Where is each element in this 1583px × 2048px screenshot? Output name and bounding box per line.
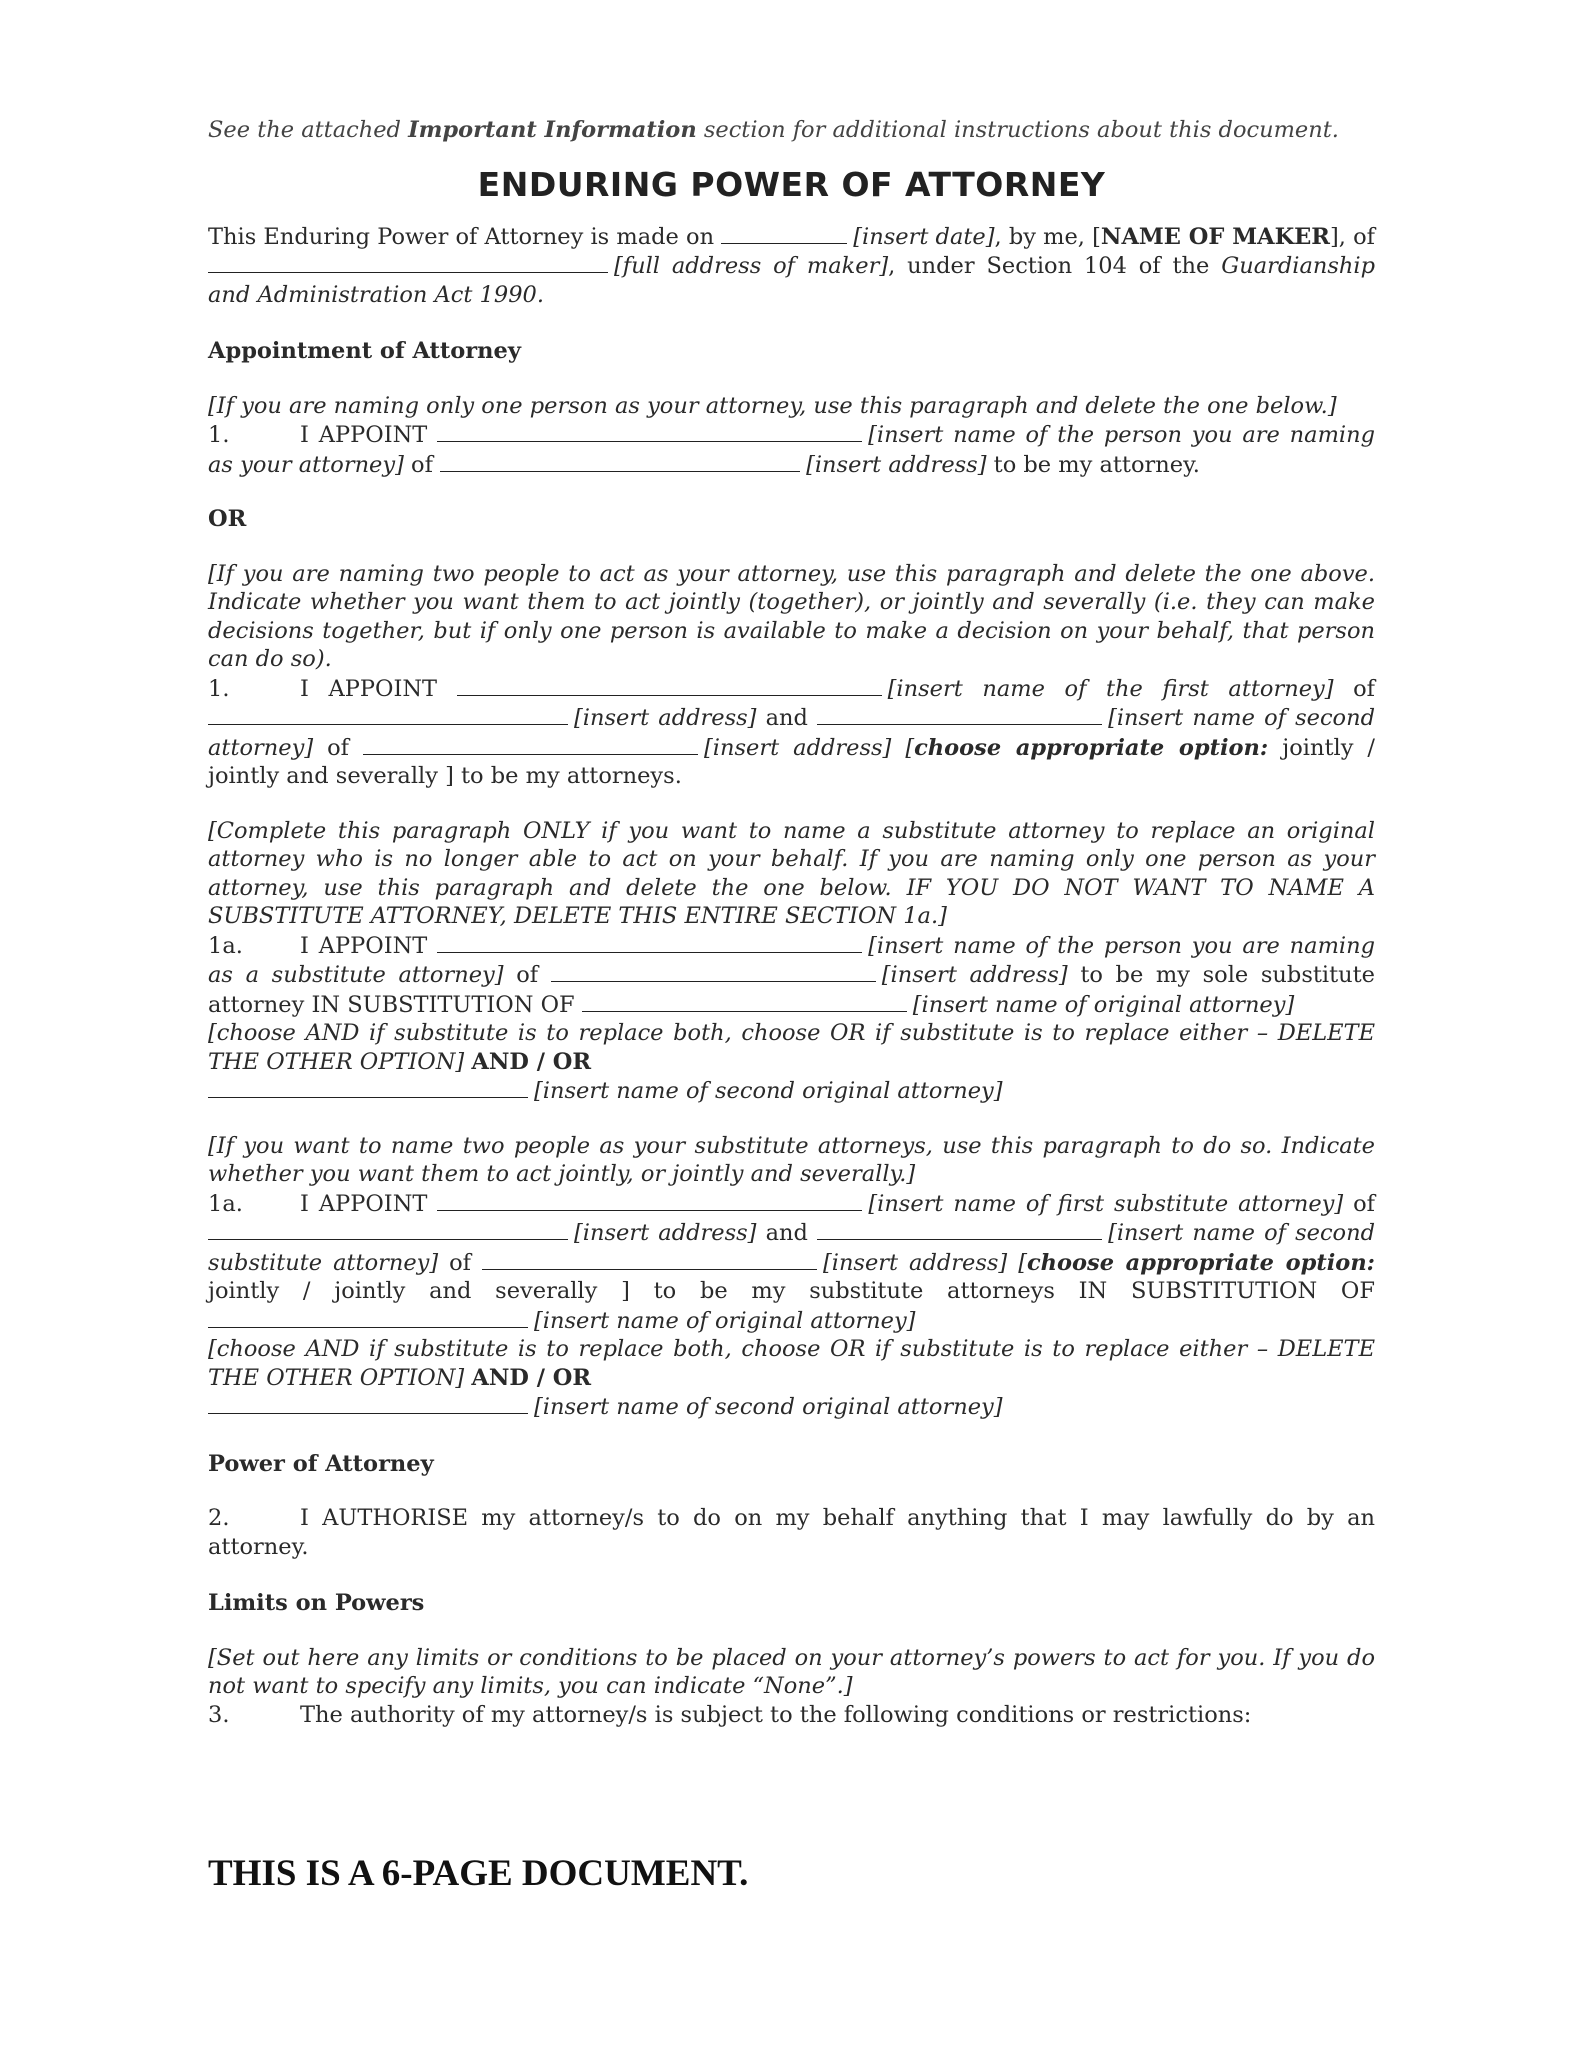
limits-note: [Set out here any limits or conditions to be placed on your attorney’s powers to act for you. If you do not want to specify any limits, you can indicate “None”.] [208,1644,1375,1699]
single-attorney-note: [If you are naming only one person as your attorney, use this paragraph and delete the one below.] [208,392,1337,419]
original-attorney-blank-2[interactable] [208,1306,528,1328]
clause-1a-single: 1a. I APPOINT [insert name of the person you are naming as a substitute attorney] of [insert address] to be my sole substitute attorney IN SUBSTITUTION OF [insert name of original attorney] [208,932,1376,1018]
first-substitute-address-blank[interactable] [208,1218,568,1240]
section-heading-appointment: Appointment of Attorney [208,338,521,364]
second-substitute-address-blank[interactable] [482,1248,817,1270]
substitute-note: [Complete this paragraph ONLY if you want to name a substitute attorney to replace an original attorney who is no longer able to act on your behalf. If you are naming only one person as your attorney, use this paragraph and delete the one below. IF YOU DO NOT WANT TO NAME A SUBSTITUTE ATTORNEY, DELETE THIS ENTIRE SECTION 1a.] [208,817,1375,929]
section-heading-power: Power of Attorney [208,1450,434,1477]
substitute-address-blank[interactable] [551,960,876,982]
date-blank[interactable] [721,222,847,244]
intro-paragraph: This Enduring Power of Attorney is made on [insert date], by me, [NAME OF MAKER], of [full address of maker], under Section 104 of the Guardianship and Administration Act 1990. [208,223,1376,308]
clause-1-single: 1. I APPOINT [insert name of the person you are naming as your attorney] of [insert address] to be my attorney. [208,422,1376,478]
second-original-line: [insert name of second original attorney] [208,1076,1375,1106]
attorney-name-blank[interactable] [437,420,862,442]
section-heading-limits: Limits on Powers [208,1590,425,1616]
top-note: See the attached Important Information section for additional instructions about this document. [208,117,1339,143]
second-attorney-name-blank[interactable] [817,703,1102,725]
maker-address-blank[interactable] [208,251,608,273]
two-substitutes-note: [If you want to name two people as your substitute attorneys, use this paragraph to do so. Indicate whether you want them to act jointly, or jointly and severally.] [208,1132,1375,1187]
first-attorney-name-blank[interactable] [457,674,882,696]
substitute-name-blank[interactable] [437,931,862,953]
substitute-choose-note: [choose AND if substitute is to replace both, choose OR if substitute is to replace either – DELETE THE OTHER OPTION] AND / OR [208,1020,1375,1075]
second-attorney-address-blank[interactable] [363,733,698,755]
document-body [208,116,1375,1729]
attorney-address-blank[interactable] [440,450,800,472]
clause-1a-double: 1a. I APPOINT [insert name of first substitute attorney] of [insert address] and [insert name of second substitute attorney] of [insert address] [choose appropriate option: jointly / jointly and severally ] to be my substitute attorneys IN SUBSTITUTION OF [insert name of original attorney] [208,1190,1376,1334]
page-count-notice: THIS IS A 6-PAGE DOCUMENT. [208,1853,749,1894]
document-title: ENDURING POWER OF ATTORNEY [477,164,1106,204]
second-original-attorney-blank[interactable] [208,1076,528,1098]
substitute-two-choose-note: [choose AND if substitute is to replace both, choose OR if substitute is to replace either – DELETE THE OTHER OPTION] AND / OR [208,1336,1375,1391]
clause-2: 2. I AUTHORISE my attorney/s to do on my behalf anything that I may lawfully do by an attorney. [208,1505,1375,1560]
first-substitute-name-blank[interactable] [437,1189,862,1211]
top-note-emphasis: Important Information [408,117,697,143]
second-original-line-2: [insert name of second original attorney] [208,1392,1375,1422]
two-attorneys-note: [If you are naming two people to act as your attorney, use this paragraph and delete the one above. Indicate whether you want them to act jointly (together), or jointly and severally (i.e. they can make decisions together, but if only one person is available to make a decision on your behalf, that person can do so). [208,560,1375,672]
first-attorney-address-blank[interactable] [208,703,568,725]
original-attorney-blank[interactable] [582,990,907,1012]
second-substitute-name-blank[interactable] [817,1218,1102,1240]
second-original-attorney-blank-2[interactable] [208,1392,528,1414]
clause-3: 3. The authority of my attorney/s is subject to the following conditions or restrictions: [208,1701,1252,1728]
or-separator: OR [208,506,247,532]
clause-1-double: 1. I APPOINT [insert name of the first attorney] of [insert address] and [insert name of second attorney] of [insert address] [choose appropriate option: jointly / jointly and severally ] to be my attorneys. [208,675,1375,789]
